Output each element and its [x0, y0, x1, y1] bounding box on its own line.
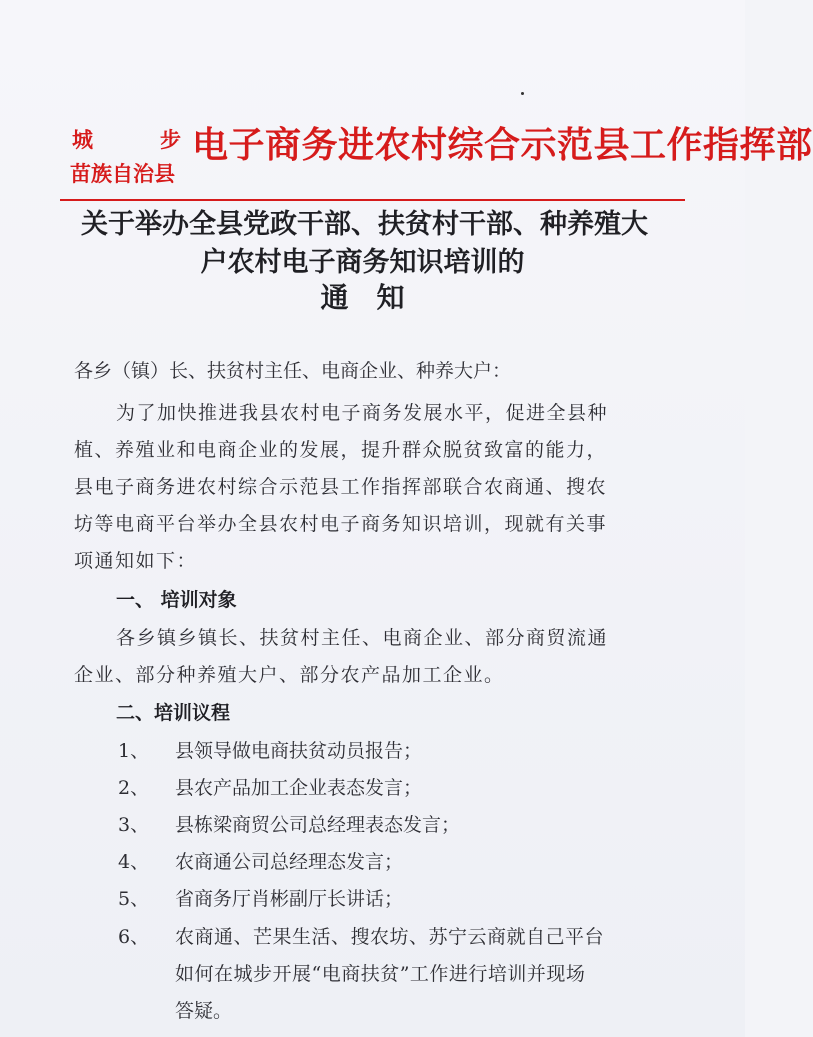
- section-heading-2: 二、培训议程: [116, 702, 231, 724]
- agenda-number: 2、: [118, 777, 150, 799]
- title-notice: 通 知: [320, 281, 405, 314]
- agenda-number: 1、: [118, 740, 150, 762]
- letterhead-org-name: 电子商务进农村综合示范县工作指挥部: [192, 125, 813, 166]
- intro-line-3: 县电子商务进农村综合示范县工作指挥部联合农商通、搜农: [74, 476, 608, 498]
- agenda-item: 农商通公司总经理态发言；: [175, 851, 404, 873]
- agenda-number: 6、: [118, 926, 150, 948]
- agenda-item-continued: 答疑。: [175, 1000, 233, 1022]
- section1-line-1: 各乡镇乡镇长、扶贫村主任、电商企业、部分商贸流通: [116, 627, 609, 649]
- agenda-item: 农商通、芒果生活、搜农坊、苏宁云商就自己平台: [175, 926, 605, 948]
- letterhead-county-name: 苗族自治县: [70, 162, 175, 186]
- speck: [521, 92, 524, 95]
- agenda-item: 县领导做电商扶贫动员报告；: [175, 740, 423, 762]
- agenda-item: 县农产品加工企业表态发言；: [175, 777, 423, 799]
- agenda-item: 县栋梁商贸公司总经理表态发言；: [175, 814, 461, 836]
- intro-line-5: 项通知如下：: [74, 550, 198, 572]
- intro-line-2: 植、养殖业和电商企业的发展，提升群众脱贫致富的能力，: [74, 439, 608, 461]
- salutation: 各乡（镇）长、扶贫村主任、电商企业、种养大户：: [74, 360, 512, 382]
- agenda-item-continued: 如何在城步开展“电商扶贫”工作进行培训并现场: [175, 963, 586, 985]
- section1-line-2: 企业、部分种养殖大户、部分农产品加工企业。: [74, 664, 505, 686]
- title-line-2: 户农村电子商务知识培训的: [200, 247, 525, 278]
- intro-line-4: 坊等电商平台举办全县农村电子商务知识培训，现就有关事: [74, 513, 608, 535]
- agenda-number: 4、: [118, 851, 150, 873]
- agenda-item: 省商务厅肖彬副厅长讲话；: [175, 888, 404, 910]
- agenda-number: 3、: [118, 814, 150, 836]
- agenda-number: 5、: [118, 888, 150, 910]
- title-line-1: 关于举办全县党政干部、扶贫村干部、种养殖大: [81, 209, 648, 240]
- section-heading-1: 一、 培训对象: [116, 589, 237, 611]
- intro-line-1: 为了加快推进我县农村电子商务发展水平，促进全县种: [116, 402, 609, 424]
- letterhead-red-rule: [60, 199, 685, 201]
- letterhead-county-char2: 步: [160, 128, 181, 152]
- letterhead-county-char1: 城: [72, 128, 93, 152]
